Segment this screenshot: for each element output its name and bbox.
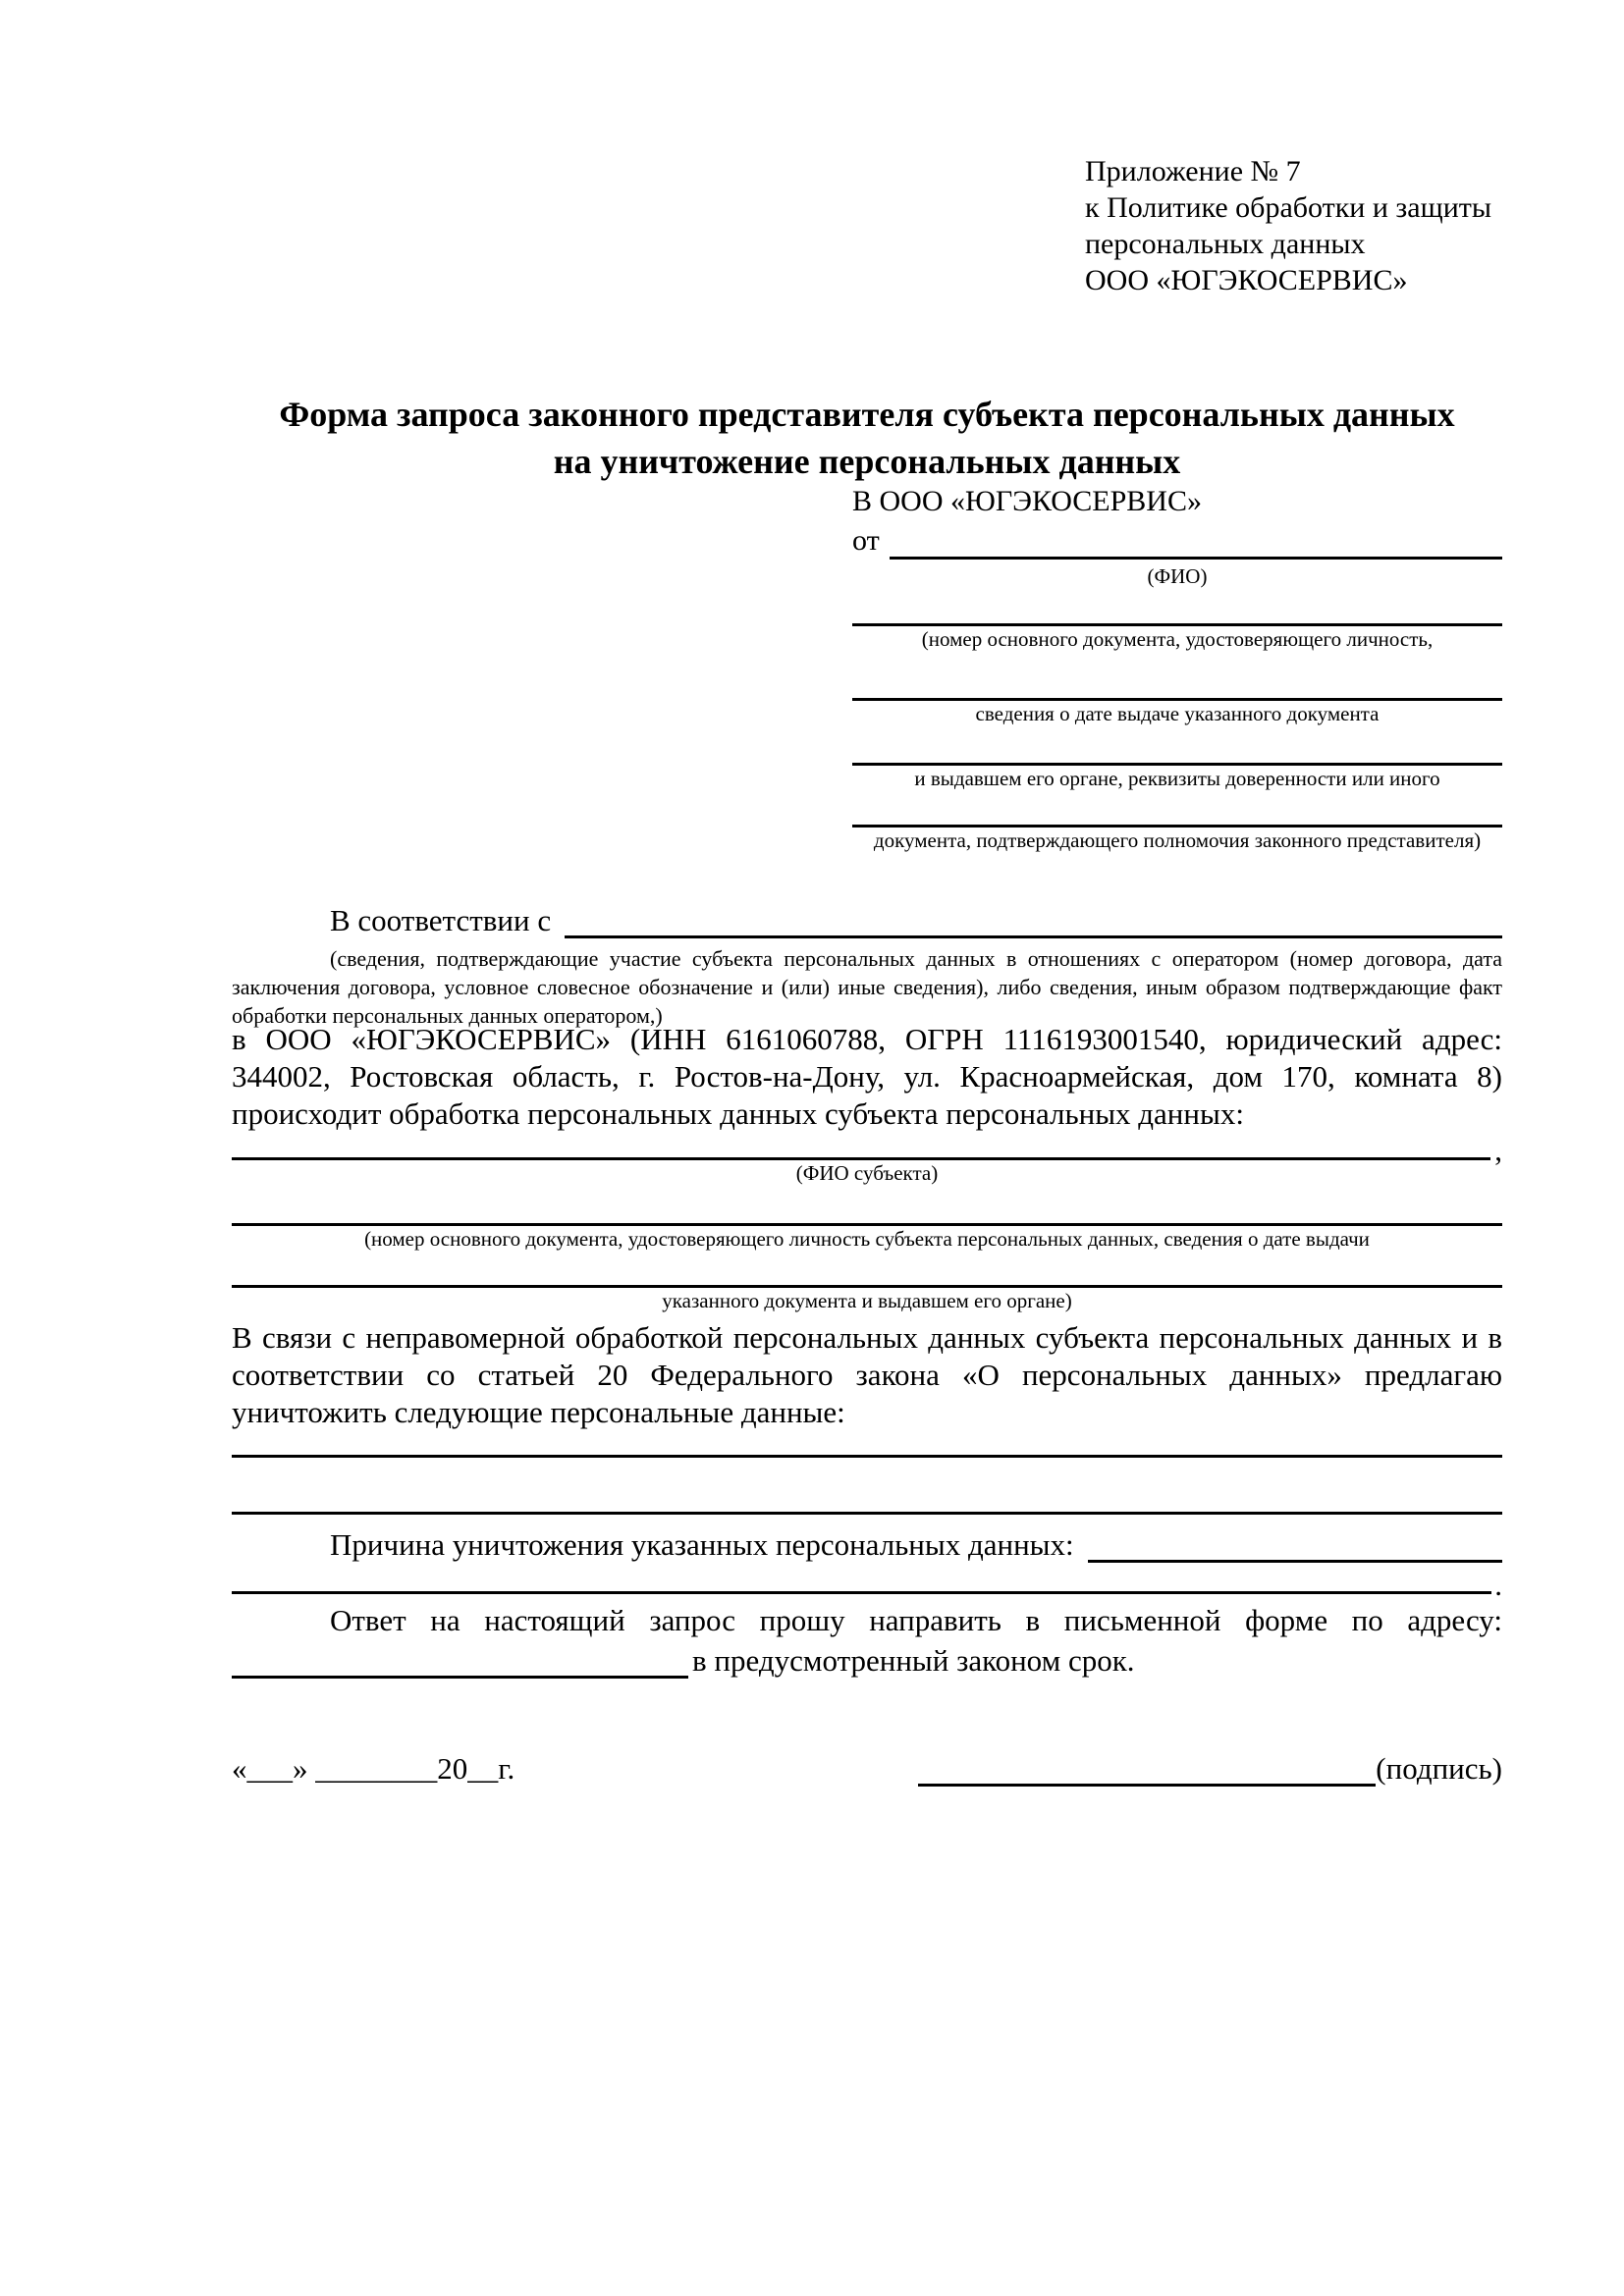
subject-fio-caption: (ФИО субъекта) — [795, 1161, 939, 1185]
subject-doc-caption-2: указанного документа и выдавшем его органе) — [662, 1289, 1072, 1312]
accordance-row — [232, 899, 1502, 938]
subject-doc-blank-line-1 — [232, 1186, 1502, 1226]
reply-address-blank-line — [232, 1676, 688, 1679]
doc-caption-3: и выдавшем его органе, реквизиты доверенности или иного — [914, 767, 1440, 790]
accordance-blank-line — [565, 935, 1502, 938]
annex-line-4: ООО «ЮГЭКОСЕРВИС» — [1085, 264, 1408, 296]
subject-fio-row — [232, 1133, 1502, 1167]
request-paragraph: В связи с неправомерной обработкой персональных данных субъекта персональных данных и в соответствии со статьей 20 Федерального закона «О персональных данных» предлагаю уничтожить следующие персональные данные: — [232, 1320, 1502, 1429]
accordance-note: (сведения, подтверждающие участие субъекта персональных данных в отношениях с оператором (номер договора, дата заключения договора, условное словесное обозначение и (или) иные сведения), либо сведения, иным образом подтверждающие факт обработки персональных данных оператором,) — [232, 946, 1502, 1028]
addressee-block — [852, 483, 1502, 853]
subject-doc-blank-line-2 — [232, 1252, 1502, 1288]
doc-blank-line-2 — [852, 652, 1502, 701]
from-label: от — [852, 524, 880, 557]
operator-paragraph: в ООО «ЮГЭКОСЕРВИС» (ИНН 6161060788, ОГРН 1116193001540, юридический адрес: 344002, Ростовская область, г. Ростов-на-Дону, ул. Красноармейская, дом 170, комната 8) происходит обработка персональных данных субъекта персональных данных: — [232, 1022, 1502, 1131]
data-blank-line-2 — [232, 1512, 1502, 1515]
reason-period: . — [1494, 1568, 1502, 1602]
footer-row — [232, 1747, 1502, 1787]
doc-caption-4: документа, подтверждающего полномочия законного представителя) — [873, 828, 1482, 852]
doc-caption-2: сведения о дате выдаче указанного документа — [975, 702, 1380, 725]
subject-doc-caption-1: (номер основного документа, удостоверяющего личность субъекта персональных данных, сведения о дате выдачи — [364, 1227, 1370, 1251]
date-placeholder: «___» ________20__г. — [232, 1751, 515, 1786]
annex-line-2: к Политике обработки и защиты — [1085, 191, 1492, 224]
reason-label: Причина уничтожения указанных персональных данных: — [330, 1527, 1074, 1562]
doc-blank-line-4 — [852, 791, 1502, 828]
reason-row — [232, 1527, 1502, 1563]
addressee-organization: В ООО «ЮГЭКОСЕРВИС» — [852, 485, 1202, 517]
reason-continuation-row — [232, 1568, 1502, 1602]
fio-blank-line — [890, 557, 1502, 560]
data-blank-line-1 — [232, 1455, 1502, 1458]
from-row — [852, 520, 1502, 560]
reason-blank-line — [1088, 1560, 1502, 1563]
reason-continuation-line — [232, 1591, 1491, 1594]
annex-header — [1085, 153, 1491, 298]
fio-caption: (ФИО) — [1147, 564, 1208, 588]
signature-blank-line — [918, 1784, 1376, 1787]
signature-caption: (подпись) — [1376, 1751, 1502, 1786]
accordance-label: В соответствии с — [330, 903, 552, 937]
doc-caption-1: (номер основного документа, удостоверяющего личность, — [921, 627, 1434, 651]
annex-line-1: Приложение № 7 — [1085, 155, 1301, 187]
title-line-1: Форма запроса законного представителя субъекта персональных данных — [279, 395, 1455, 434]
subject-fields — [232, 1133, 1502, 1313]
reply-sentence: Ответ на настоящий запрос прошу направить в письменной форме по адресу: — [330, 1603, 1502, 1637]
doc-blank-line-3 — [852, 726, 1502, 766]
doc-blank-line-1 — [852, 589, 1502, 626]
signature-group — [918, 1751, 1502, 1787]
reply-tail-row — [232, 1643, 1502, 1679]
subject-fio-comma: , — [1494, 1133, 1502, 1167]
annex-line-3: персональных данных — [1085, 228, 1366, 260]
document-title — [232, 391, 1502, 485]
reply-tail-text: в предусмотренный законом срок. — [692, 1643, 1135, 1678]
title-line-2: на уничтожение персональных данных — [553, 442, 1181, 481]
